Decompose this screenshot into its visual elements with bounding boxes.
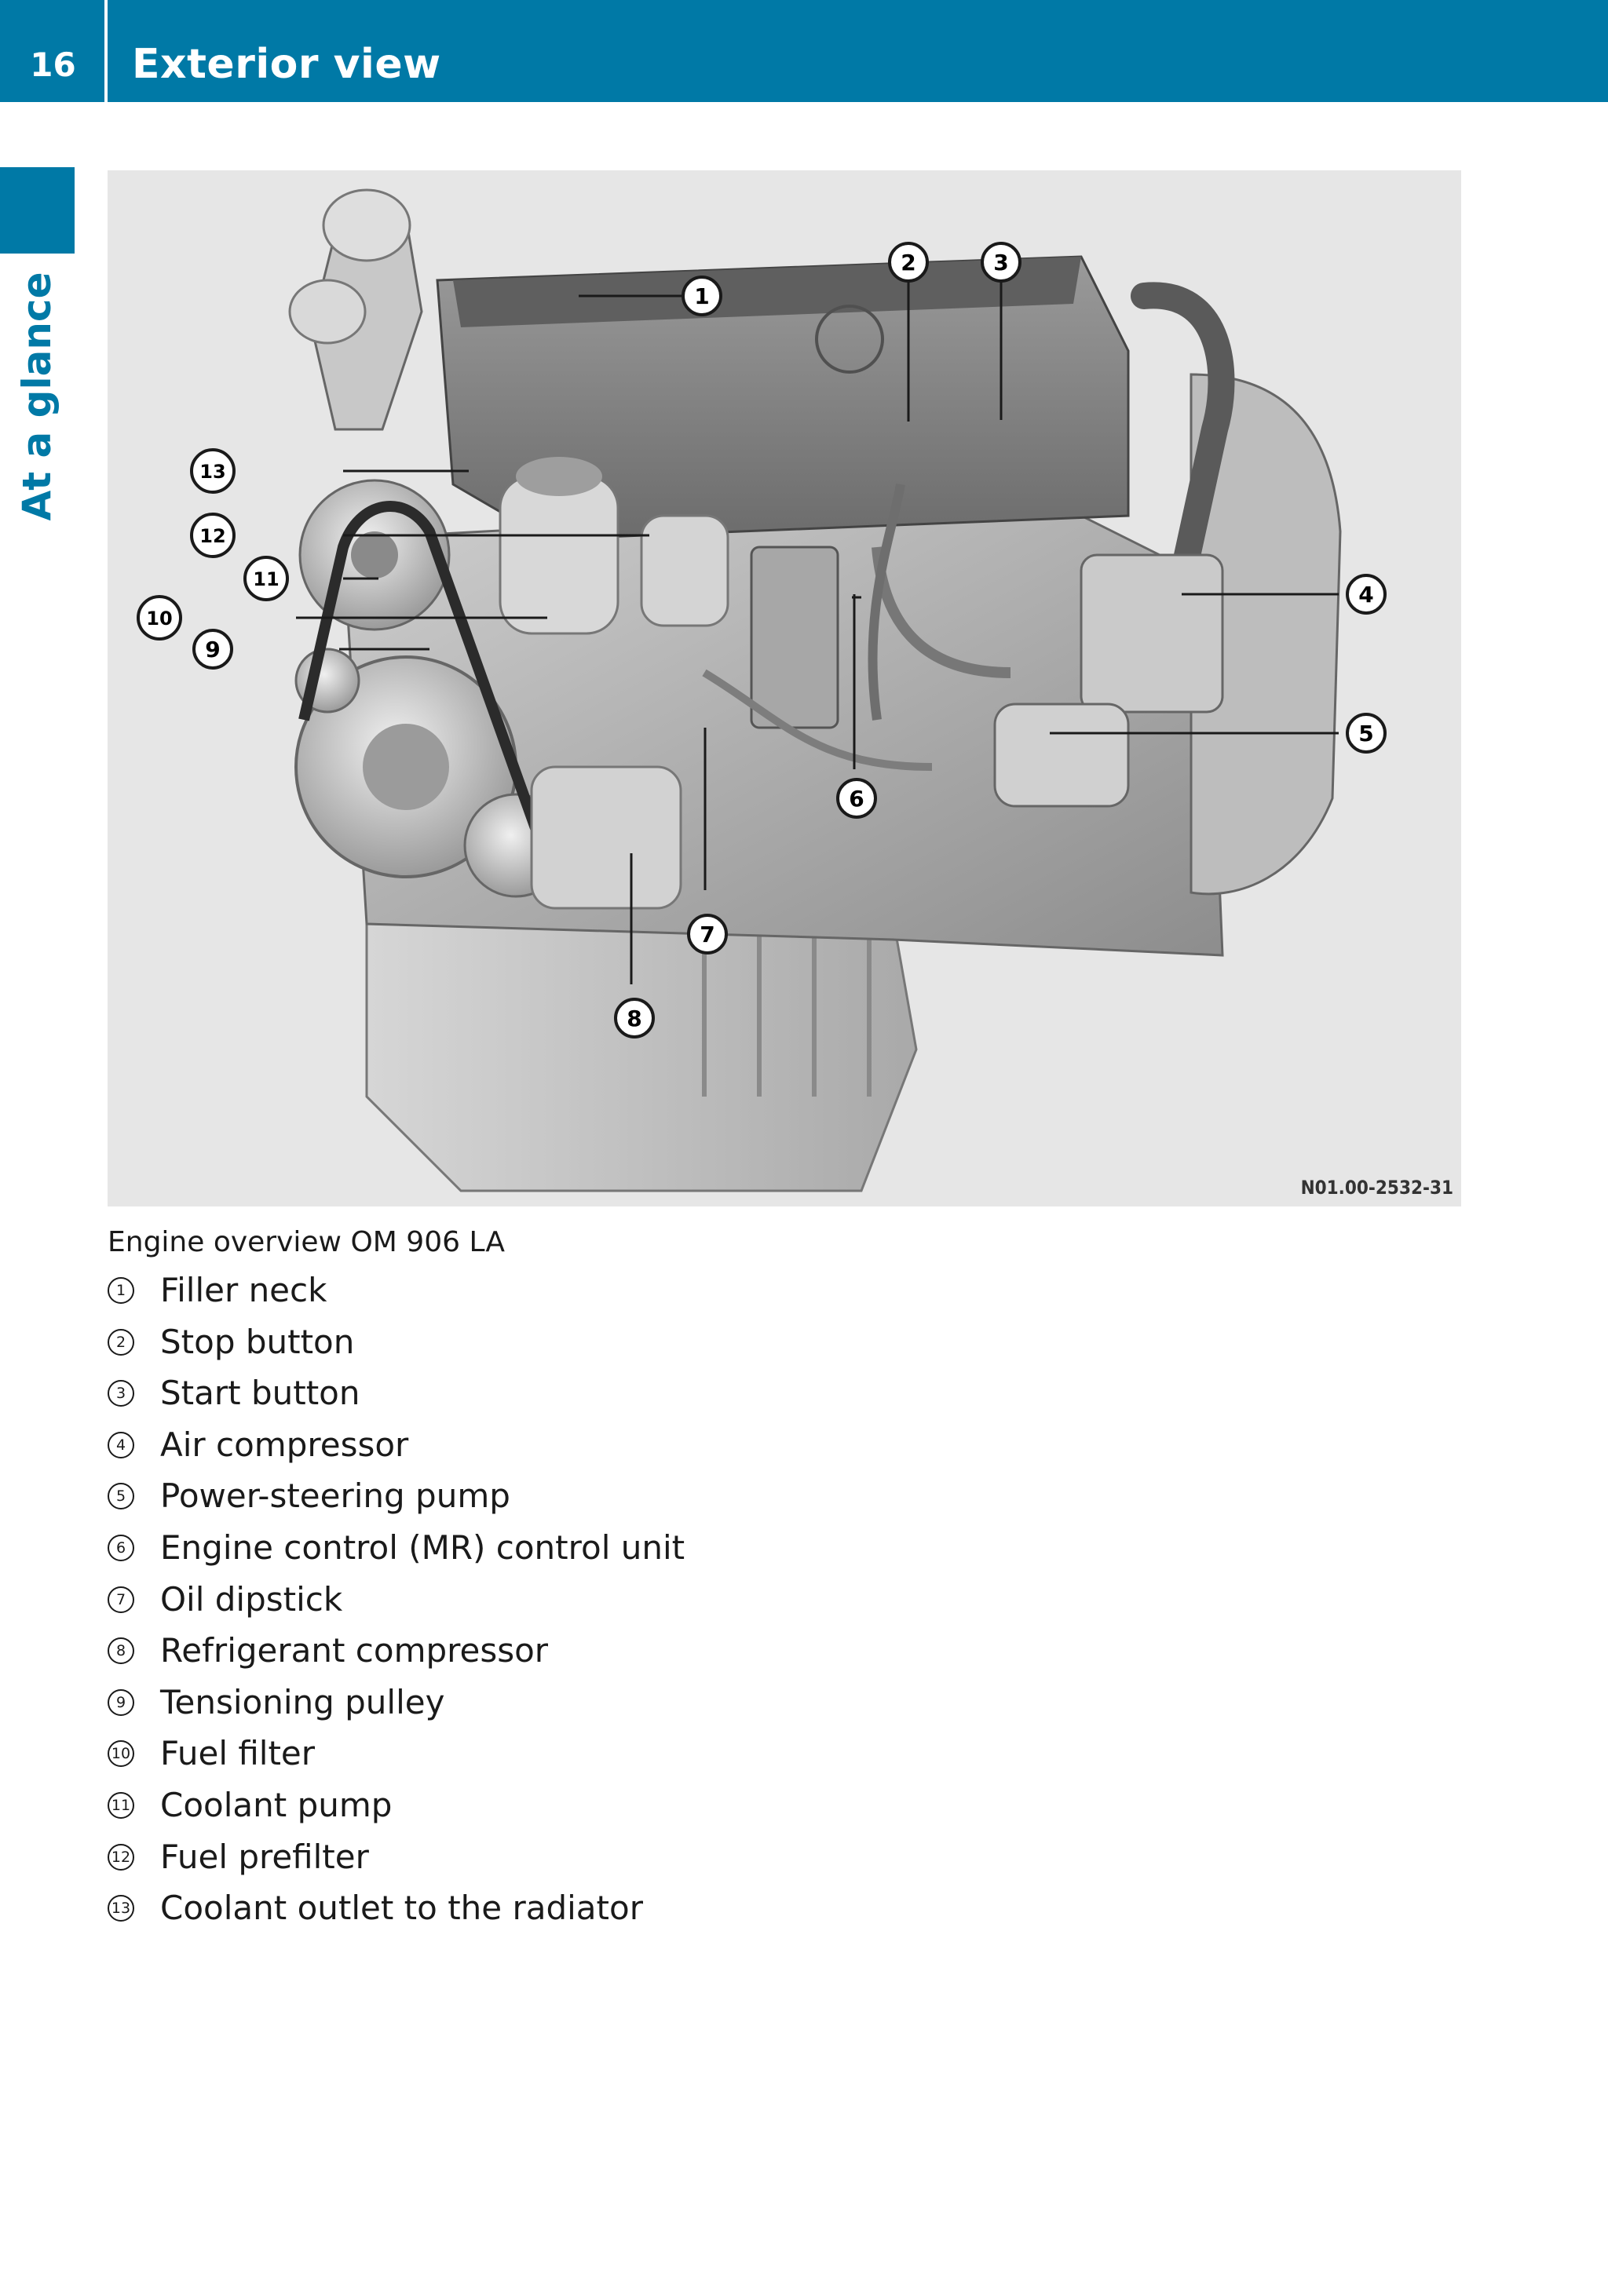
callout-7 bbox=[689, 915, 726, 953]
legend-number: 1 bbox=[108, 1277, 134, 1304]
svg-text:5: 5 bbox=[1358, 721, 1374, 746]
svg-text:13: 13 bbox=[199, 461, 226, 483]
svg-text:9: 9 bbox=[205, 637, 221, 663]
svg-text:11: 11 bbox=[253, 568, 280, 590]
svg-text:2: 2 bbox=[901, 250, 916, 276]
callout-5 bbox=[1347, 714, 1385, 752]
callout-3 bbox=[982, 243, 1020, 281]
legend-label: Coolant pump bbox=[160, 1785, 393, 1824]
callout-10 bbox=[138, 597, 181, 639]
svg-text:6: 6 bbox=[849, 786, 864, 812]
legend-label: Fuel prefilter bbox=[160, 1837, 369, 1876]
svg-text:7: 7 bbox=[700, 922, 715, 947]
callout-layer bbox=[108, 170, 1461, 1206]
callout-11 bbox=[245, 557, 287, 600]
legend-number: 6 bbox=[108, 1535, 134, 1561]
legend-number: 10 bbox=[108, 1740, 134, 1767]
legend-label: Air compressor bbox=[160, 1425, 409, 1464]
svg-text:8: 8 bbox=[627, 1006, 642, 1031]
legend-number: 12 bbox=[108, 1844, 134, 1871]
callout-1 bbox=[683, 277, 721, 315]
callout-6 bbox=[838, 779, 875, 817]
legend-label: Refrigerant compressor bbox=[160, 1631, 549, 1670]
legend-number: 2 bbox=[108, 1329, 134, 1356]
page-number: 16 bbox=[30, 46, 76, 84]
svg-text:12: 12 bbox=[199, 525, 226, 547]
callout-8 bbox=[616, 999, 653, 1037]
legend-label: Fuel filter bbox=[160, 1734, 316, 1773]
legend-number: 9 bbox=[108, 1689, 134, 1716]
legend-label: Engine control (MR) control unit bbox=[160, 1528, 685, 1567]
side-tab-text: At a glance bbox=[14, 272, 60, 521]
legend-number: 5 bbox=[108, 1483, 134, 1509]
engine-figure bbox=[108, 170, 1461, 1206]
legend-label: Coolant outlet to the radiator bbox=[160, 1889, 643, 1928]
svg-text:4: 4 bbox=[1358, 582, 1374, 608]
callout-4 bbox=[1347, 575, 1385, 613]
legend-number: 13 bbox=[108, 1895, 134, 1922]
figure-caption: Engine overview OM 906 LA bbox=[108, 1226, 505, 1258]
legend-label: Filler neck bbox=[160, 1271, 327, 1309]
legend-number: 11 bbox=[108, 1792, 134, 1819]
legend-number: 4 bbox=[108, 1432, 134, 1458]
svg-text:1: 1 bbox=[694, 283, 710, 309]
page-title: Exterior view bbox=[132, 41, 441, 88]
legend-number: 3 bbox=[108, 1380, 134, 1407]
callout-9 bbox=[194, 630, 232, 668]
legend-label: Stop button bbox=[160, 1322, 355, 1361]
side-tab-marker bbox=[0, 167, 75, 254]
callout-13 bbox=[192, 450, 234, 492]
legend-label: Tensioning pulley bbox=[160, 1682, 445, 1721]
legend-label: Oil dipstick bbox=[160, 1579, 343, 1619]
legend-label: Power-steering pump bbox=[160, 1477, 510, 1516]
legend-number: 8 bbox=[108, 1637, 134, 1664]
figure-code: N01.00-2532-31 bbox=[1300, 1177, 1453, 1199]
legend-label: Start button bbox=[160, 1374, 360, 1413]
header-divider bbox=[104, 0, 108, 102]
legend-number: 7 bbox=[108, 1586, 134, 1613]
svg-text:10: 10 bbox=[146, 608, 173, 630]
callout-2 bbox=[890, 243, 927, 281]
callout-12 bbox=[192, 514, 234, 557]
svg-text:3: 3 bbox=[993, 250, 1009, 276]
side-tab-label bbox=[0, 267, 75, 526]
